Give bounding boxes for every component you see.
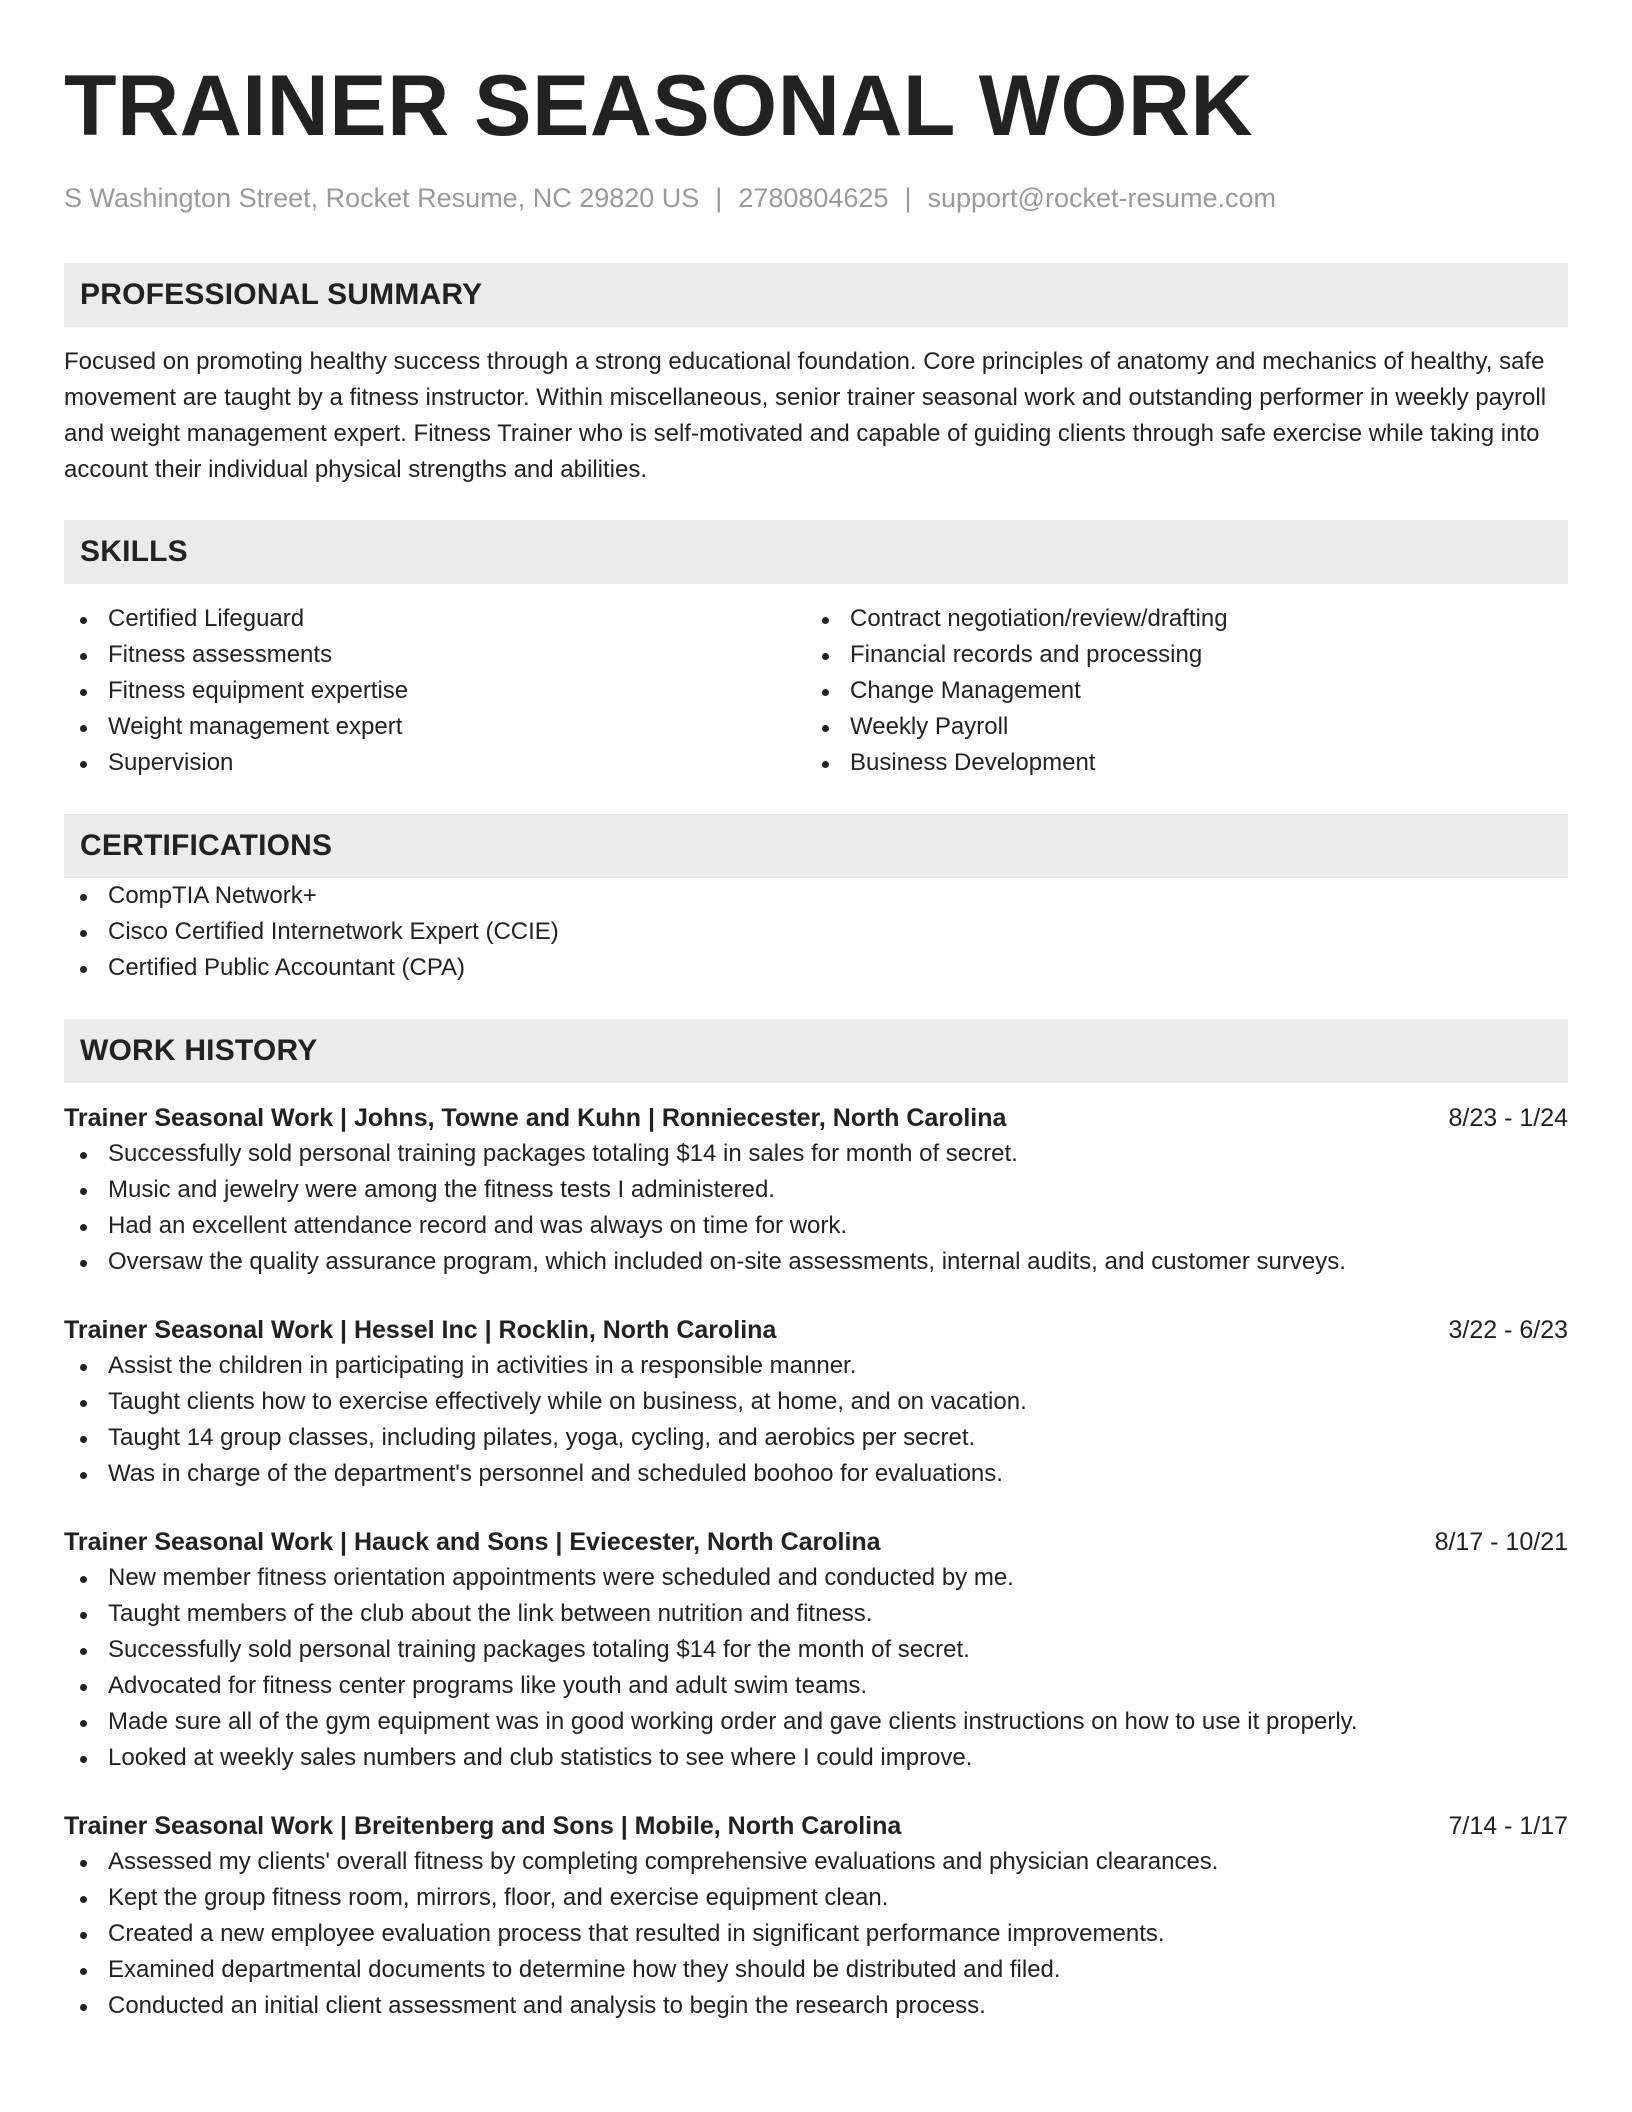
job-title-row: [64, 1100, 1568, 1136]
skills-column-right: [806, 601, 1548, 781]
skill-item: Fitness equipment expertise: [64, 673, 806, 709]
skills-column-left: [64, 601, 806, 781]
certification-item: Cisco Certified Internetwork Expert (CCIE): [64, 914, 1568, 950]
job-bullets: [64, 1560, 1568, 1776]
skill-item: Certified Lifeguard: [64, 601, 806, 637]
job-dates: 8/17 - 10/21: [1434, 1528, 1568, 1556]
job-bullet: Was in charge of the department's personnel and scheduled boohoo for evaluations.: [64, 1456, 1568, 1492]
job-title-row: [64, 1808, 1568, 1844]
job-entry: [64, 1808, 1568, 2024]
job-bullet: Had an excellent attendance record and was always on time for work.: [64, 1208, 1568, 1244]
job-bullet: Made sure all of the gym equipment was in good working order and gave clients instructions on how to use it properly.: [64, 1704, 1568, 1740]
contact-phone: 2780804625: [738, 183, 889, 213]
skill-item: Contract negotiation/review/drafting: [806, 601, 1548, 637]
section-header-work-history: WORK HISTORY: [64, 1019, 1568, 1083]
job-bullet: Assist the children in participating in activities in a responsible manner.: [64, 1348, 1568, 1384]
job-bullet: Kept the group fitness room, mirrors, floor, and exercise equipment clean.: [64, 1880, 1568, 1916]
job-bullet: Looked at weekly sales numbers and club statistics to see where I could improve.: [64, 1740, 1568, 1776]
skill-item: Weekly Payroll: [806, 709, 1548, 745]
job-bullet: Examined departmental documents to determine how they should be distributed and filed.: [64, 1952, 1568, 1988]
skills-grid: [64, 601, 1568, 781]
contact-email: support@rocket-resume.com: [927, 183, 1277, 213]
contact-separator: |: [715, 183, 723, 213]
summary-text: Focused on promoting healthy success through a strong educational foundation. Core principles of anatomy and mechanics of healthy, safe movement are taught by a fitness instructor. Within miscellaneous, senior trainer seasonal work and outstanding performer in weekly payroll and weight management expert. Fitness Trainer who is self-motivated and capable of guiding clients through safe exercise while taking into account their individual physical strengths and abilities.: [64, 348, 1547, 483]
job-bullet: Taught 14 group classes, including pilates, yoga, cycling, and aerobics per secret.: [64, 1420, 1568, 1456]
job-title-row: [64, 1524, 1568, 1560]
certification-item: CompTIA Network+: [64, 878, 1568, 914]
job-title: Trainer Seasonal Work | Hauck and Sons | Eviecester, North Carolina: [64, 1528, 881, 1556]
job-bullets: [64, 1136, 1568, 1280]
job-entry: [64, 1100, 1568, 1280]
resume-name: TRAINER SEASONAL WORK: [64, 58, 1254, 154]
section-header-summary: PROFESSIONAL SUMMARY: [64, 263, 1568, 327]
skill-item: Supervision: [64, 745, 806, 781]
job-entry: [64, 1312, 1568, 1492]
skill-item: Business Development: [806, 745, 1548, 781]
job-bullet: Successfully sold personal training packages totaling $14 for the month of secret.: [64, 1632, 1568, 1668]
skill-item: Fitness assessments: [64, 637, 806, 673]
job-bullet: Taught members of the club about the link between nutrition and fitness.: [64, 1596, 1568, 1632]
skill-item: Financial records and processing: [806, 637, 1548, 673]
job-title: Trainer Seasonal Work | Hessel Inc | Rocklin, North Carolina: [64, 1316, 777, 1344]
job-bullet: Assessed my clients' overall fitness by completing comprehensive evaluations and physician clearances.: [64, 1844, 1568, 1880]
contact-address: S Washington Street, Rocket Resume, NC 29820 US: [64, 183, 700, 213]
contact-line: [64, 180, 1568, 216]
job-dates: 8/23 - 1/24: [1448, 1104, 1568, 1132]
job-bullet: Successfully sold personal training packages totaling $14 in sales for month of secret.: [64, 1136, 1568, 1172]
job-title-row: [64, 1312, 1568, 1348]
job-title: Trainer Seasonal Work | Breitenberg and Sons | Mobile, North Carolina: [64, 1812, 902, 1840]
job-bullets: [64, 1844, 1568, 2024]
job-dates: 7/14 - 1/17: [1448, 1812, 1568, 1840]
job-bullet: Advocated for fitness center programs like youth and adult swim teams.: [64, 1668, 1568, 1704]
certifications-list: [64, 878, 1568, 986]
job-dates: 3/22 - 6/23: [1448, 1316, 1568, 1344]
job-bullet: Conducted an initial client assessment and analysis to begin the research process.: [64, 1988, 1568, 2024]
skill-item: Weight management expert: [64, 709, 806, 745]
job-bullets: [64, 1348, 1568, 1492]
job-bullet: Music and jewelry were among the fitness tests I administered.: [64, 1172, 1568, 1208]
certification-item: Certified Public Accountant (CPA): [64, 950, 1568, 986]
job-bullet: Oversaw the quality assurance program, which included on-site assessments, internal audits, and customer surveys.: [64, 1244, 1568, 1280]
job-bullet: Created a new employee evaluation process that resulted in significant performance improvements.: [64, 1916, 1568, 1952]
job-title: Trainer Seasonal Work | Johns, Towne and Kuhn | Ronniecester, North Carolina: [64, 1104, 1007, 1132]
contact-separator: |: [904, 183, 912, 213]
skill-item: Change Management: [806, 673, 1548, 709]
section-header-skills: SKILLS: [64, 520, 1568, 584]
job-bullet: Taught clients how to exercise effectively while on business, at home, and on vacation.: [64, 1384, 1568, 1420]
job-bullet: New member fitness orientation appointments were scheduled and conducted by me.: [64, 1560, 1568, 1596]
section-header-certifications: CERTIFICATIONS: [64, 814, 1568, 878]
job-entry: [64, 1524, 1568, 1776]
